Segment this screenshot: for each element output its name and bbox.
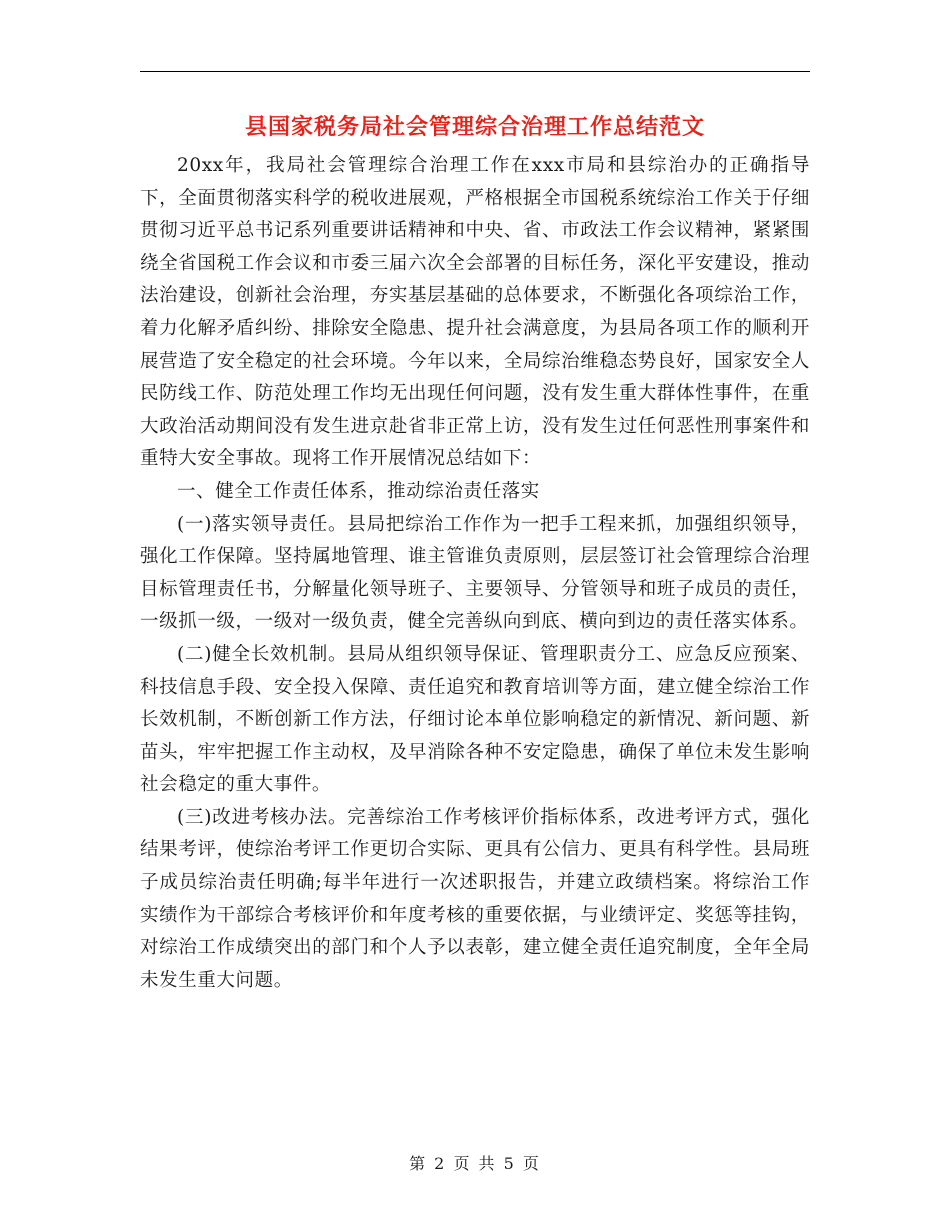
document-title: 县国家税务局社会管理综合治理工作总结范文 <box>244 114 705 140</box>
page-number: 第 2 页 共 5 页 <box>409 1154 541 1173</box>
section-heading: 一、健全工作责任体系，推动综治责任落实 <box>177 480 540 502</box>
subsection-paragraph-2: (二)健全长效机制。县局从组织领导保证、管理职责分工、应急反应预案、科技信息手段、安全投入保障、责任追究和教育培训等方面，建立健全综治工作长效机制，不断创新工作方法，仔细讨论本单位影响稳定的新情况、新问题、新苗头，牢牢把握工作主动权，及早消除各种不安定隐患，确保了单位未发生影响社会稳定的重大事件。 <box>140 643 810 796</box>
subsection-paragraph-3: (三)改进考核办法。完善综治工作考核评价指标体系，改进考评方式，强化结果考评，使综治考评工作更切合实际、更具有公信力、更具有科学性。县局班子成员综治责任明确;每半年进行一次述职报告，并建立政绩档案。将综治工作实绩作为干部综合考核评价和年度考核的重要依据，与业绩评定、奖惩等挂钩，对综治工作成绩突出的部门和个人予以表彰，建立健全责任追究制度，全年全局未发生重大问题。 <box>140 806 810 991</box>
subsection-paragraph-1: (一)落实领导责任。县局把综治工作作为一把手工程来抓，加强组织领导，强化工作保障。坚持属地管理、谁主管谁负责原则，层层签订社会管理综合治理目标管理责任书，分解量化领导班子、主要领导、分管领导和班子成员的责任，一级抓一级，一级对一级负责，健全完善纵向到底、横向到边的责任落实体系。 <box>140 513 810 633</box>
document-body <box>140 150 810 997</box>
intro-paragraph: 20xx年，我局社会管理综合治理工作在xxx市局和县综治办的正确指导下，全面贯彻落实科学的税收进展观，严格根据全市国税系统综治工作关于仔细贯彻习近平总书记系列重要讲话精神和中央、省、市政法工作会议精神，紧紧围绕全省国税工作会议和市委三届六次全会部署的目标任务，深化平安建设，推动法治建设，创新社会治理，夯实基层基础的总体要求，不断强化各项综治工作，着力化解矛盾纠纷、排除安全隐患、提升社会满意度，为县局各项工作的顺利开展营造了安全稳定的社会环境。今年以来，全局综治维稳态势良好，国家安全人民防线工作、防范处理工作均无出现任何问题，没有发生重大群体性事件，在重大政治活动期间没有发生进京赴省非正常上访，没有发生过任何恶性刑事案件和重特大安全事故。现将工作开展情况总结如下： <box>140 155 810 470</box>
header-rule <box>140 71 810 72</box>
